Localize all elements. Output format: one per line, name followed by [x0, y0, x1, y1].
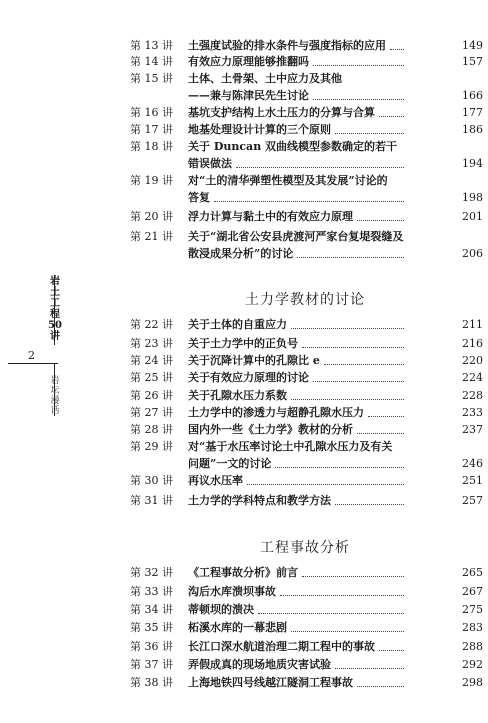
dot-leader	[302, 576, 404, 577]
entry-title-text: ——兼与陈津民先生讨论	[188, 89, 309, 102]
lecture-number: 第 33 讲	[130, 585, 173, 598]
entry-title-text: 散浸成果分析”的讨论	[188, 247, 294, 260]
entry-title-text: 关于土力学中的正负号	[188, 337, 298, 350]
dot-leader	[335, 504, 404, 505]
dot-leader	[291, 328, 404, 329]
dot-leader	[275, 467, 404, 468]
entry-title-text: 错误做法	[188, 157, 232, 170]
toc-line	[0, 38, 488, 54]
entry-title-text: 关于沉降计算中的孔隙比 e	[188, 354, 320, 367]
entry-title-text: 土体、土骨架、土中应力及其他	[188, 72, 342, 85]
lecture-number: 第 37 讲	[130, 658, 173, 671]
entry-title	[188, 190, 408, 206]
dot-leader	[247, 484, 404, 485]
side-title-char: 程	[50, 309, 60, 320]
dot-leader	[280, 595, 404, 596]
toc-line	[0, 602, 488, 618]
toc-line	[0, 493, 488, 509]
toc-line	[0, 139, 488, 155]
lecture-number: 第 36 讲	[130, 640, 173, 653]
page-number: 257	[462, 494, 483, 507]
page-number: 177	[462, 106, 483, 119]
entry-title-text: 地基处理设计计算的三个原则	[188, 123, 331, 136]
lecture-number: 第 35 讲	[130, 621, 173, 634]
dot-leader	[357, 686, 404, 687]
entry-title-text: 土力学的学科特点和教学方法	[188, 494, 331, 507]
toc-line	[0, 156, 488, 172]
side-page-number: 2	[28, 349, 35, 362]
entry-title-text: 浮力计算与黏土中的有效应力原理	[188, 210, 353, 223]
entry-title	[188, 370, 408, 386]
entry-title	[188, 317, 408, 333]
entry-title-text: 关于有效应力原理的讨论	[188, 371, 309, 384]
entry-title-text: 沟后水库溃坝事故	[188, 585, 276, 598]
lecture-number: 第 23 讲	[130, 337, 173, 350]
lecture-number: 第 31 讲	[130, 494, 173, 507]
toc-line	[0, 422, 488, 438]
toc-line	[0, 620, 488, 636]
page-number: 265	[462, 566, 483, 579]
dot-leader	[297, 257, 404, 258]
lecture-number: 第 34 讲	[130, 603, 173, 616]
entry-title-text: 长江口深水航道治理二期工程中的事故	[188, 640, 375, 653]
page-number: 288	[462, 640, 483, 653]
entry-title-text: 关于“湖北省公安县虎渡河严家台复堤裂缝及	[188, 230, 404, 243]
entry-title-text: 关于 Duncan 双曲线模型参数确定的若干	[188, 140, 398, 153]
section-heading: 土力学教材的讨论	[245, 292, 365, 308]
lecture-number: 第 30 讲	[130, 474, 173, 487]
page-number: 283	[462, 621, 483, 634]
entry-title	[188, 122, 408, 138]
entry-title	[188, 246, 408, 262]
dot-leader	[357, 220, 404, 221]
page-number: 166	[462, 89, 483, 102]
page-number: 194	[462, 157, 483, 170]
lecture-number: 第 26 讲	[130, 389, 173, 402]
toc-line	[0, 229, 488, 245]
page-number: 157	[462, 55, 483, 68]
dot-leader	[390, 49, 404, 50]
entry-title-text: 柘溪水库的一幕悲剧	[188, 621, 287, 634]
side-series-char: 坛	[50, 386, 60, 396]
side-series-char: 话	[50, 406, 60, 416]
dot-leader	[313, 381, 404, 382]
entry-title-text: 答复	[188, 191, 210, 204]
entry-title-text: 再议水压率	[188, 474, 243, 487]
entry-title-text: 弄假成真的现场地质灾害试验	[188, 658, 331, 671]
page-number: 186	[462, 123, 483, 136]
entry-title-text: 问题”一文的讨论	[188, 457, 272, 470]
page-number: 216	[462, 337, 483, 350]
side-rule-horizontal	[8, 363, 58, 364]
toc-line	[0, 370, 488, 386]
entry-title	[188, 405, 408, 421]
page-number: 228	[462, 389, 483, 402]
toc-line	[0, 473, 488, 489]
entry-title-text: 《工程事故分析》前言	[188, 566, 298, 579]
page-number: 220	[462, 354, 483, 367]
dot-leader	[379, 116, 404, 117]
entry-title-text: 基坑支护结构上水土压力的分算与合算	[188, 106, 375, 119]
side-title-char: 50	[48, 320, 62, 331]
entry-title	[188, 422, 408, 438]
lecture-number: 第 15 讲	[130, 72, 173, 85]
dot-leader	[291, 631, 404, 632]
dot-leader	[214, 201, 404, 202]
entry-title	[188, 209, 408, 225]
page-number: 237	[462, 423, 483, 436]
dot-leader	[379, 650, 404, 651]
page-number: 298	[462, 676, 483, 689]
entry-title-text: 蒂顿坝的溃决	[188, 603, 254, 616]
toc-line	[0, 675, 488, 691]
entry-title	[188, 602, 408, 618]
entry-title	[188, 353, 408, 369]
entry-title	[188, 473, 408, 489]
page-number: 246	[462, 457, 483, 470]
page-number: 211	[462, 318, 483, 331]
lecture-number: 第 16 讲	[130, 106, 173, 119]
toc-line	[0, 336, 488, 352]
dot-leader	[313, 99, 404, 100]
page-number: 201	[462, 210, 483, 223]
lecture-number: 第 19 讲	[130, 174, 173, 187]
side-series-char: 漫	[50, 396, 60, 406]
page-number: 206	[462, 247, 483, 260]
page-number: 198	[462, 191, 483, 204]
entry-title-text: 有效应力原理能够推翻吗	[188, 55, 309, 68]
page-number: 251	[462, 474, 483, 487]
entry-title	[188, 336, 408, 352]
toc-line	[0, 639, 488, 655]
side-series-title	[48, 376, 62, 416]
toc-line	[0, 584, 488, 600]
lecture-number: 第 22 讲	[130, 318, 173, 331]
side-title-char: 土	[50, 287, 60, 298]
entry-title	[188, 88, 408, 104]
lecture-number: 第 13 讲	[130, 39, 173, 52]
entry-title-text: 关于土体的自重应力	[188, 318, 287, 331]
section-heading: 工程事故分析	[260, 540, 350, 556]
lecture-number: 第 29 讲	[130, 440, 173, 453]
entry-title	[188, 493, 408, 509]
entry-title-text: 对“土的清华弹塑性模型及其发展”讨论的	[188, 174, 388, 187]
entry-title-text: 对“基于水压率讨论土中孔隙水压力及有关	[188, 440, 393, 453]
dot-leader	[357, 433, 404, 434]
toc-line	[0, 88, 488, 104]
entry-title-text: 上海地铁四号线越江隧洞工程事故	[188, 676, 353, 689]
entry-title-text: 国内外一些《土力学》教材的分析	[188, 423, 353, 436]
lecture-number: 第 38 讲	[130, 676, 173, 689]
toc-line	[0, 565, 488, 581]
toc-line	[0, 353, 488, 369]
lecture-number: 第 32 讲	[130, 566, 173, 579]
lecture-number: 第 27 讲	[130, 406, 173, 419]
entry-title	[188, 456, 408, 472]
entry-title	[188, 675, 408, 691]
entry-title	[188, 620, 408, 636]
entry-title	[188, 657, 408, 673]
page-number: 224	[462, 371, 483, 384]
entry-title	[188, 38, 408, 54]
dot-leader	[368, 416, 404, 417]
dot-leader	[313, 65, 404, 66]
entry-title-text: 关于孔隙水压力系数	[188, 389, 287, 402]
entry-title-text: 土强度试验的排水条件与强度指标的应用	[188, 39, 386, 52]
page-number: 275	[462, 603, 483, 616]
page-number: 292	[462, 658, 483, 671]
entry-title	[188, 584, 408, 600]
entry-title-text: 土力学中的渗透力与超静孔隙水压力	[188, 406, 364, 419]
toc-line	[0, 405, 488, 421]
entry-title	[188, 565, 408, 581]
toc-line	[0, 209, 488, 225]
side-title-char: 工	[50, 298, 60, 309]
lecture-number: 第 18 讲	[130, 140, 173, 153]
page-number: 149	[462, 39, 483, 52]
entry-title	[188, 105, 408, 121]
dot-leader	[335, 133, 404, 134]
lecture-number: 第 24 讲	[130, 354, 173, 367]
toc-line	[0, 54, 488, 70]
entry-title	[188, 639, 408, 655]
dot-leader	[258, 613, 404, 614]
toc-line	[0, 173, 488, 189]
toc-line	[0, 657, 488, 673]
toc-line	[0, 190, 488, 206]
lecture-number: 第 28 讲	[130, 423, 173, 436]
lecture-number: 第 20 讲	[130, 210, 173, 223]
toc-line	[0, 388, 488, 404]
lecture-number: 第 25 讲	[130, 371, 173, 384]
dot-leader	[324, 364, 404, 365]
page-number: 267	[462, 585, 483, 598]
dot-leader	[236, 167, 404, 168]
toc-line	[0, 439, 488, 455]
side-title-char: 岩	[50, 276, 60, 287]
toc-line	[0, 246, 488, 262]
page-number: 233	[462, 406, 483, 419]
lecture-number: 第 17 讲	[130, 123, 173, 136]
toc-line	[0, 105, 488, 121]
dot-leader	[335, 668, 404, 669]
dot-leader	[291, 399, 404, 400]
side-title-char: 讲	[50, 331, 60, 342]
entry-title	[188, 388, 408, 404]
dot-leader	[302, 347, 404, 348]
toc-line	[0, 122, 488, 138]
lecture-number: 第 21 讲	[130, 230, 173, 243]
toc-line	[0, 71, 488, 87]
entry-title	[188, 54, 408, 70]
entry-title	[188, 156, 408, 172]
toc-line	[0, 317, 488, 333]
lecture-number: 第 14 讲	[130, 55, 173, 68]
toc-line	[0, 456, 488, 472]
side-series-char: 岩	[50, 376, 60, 386]
side-book-title	[48, 276, 62, 342]
